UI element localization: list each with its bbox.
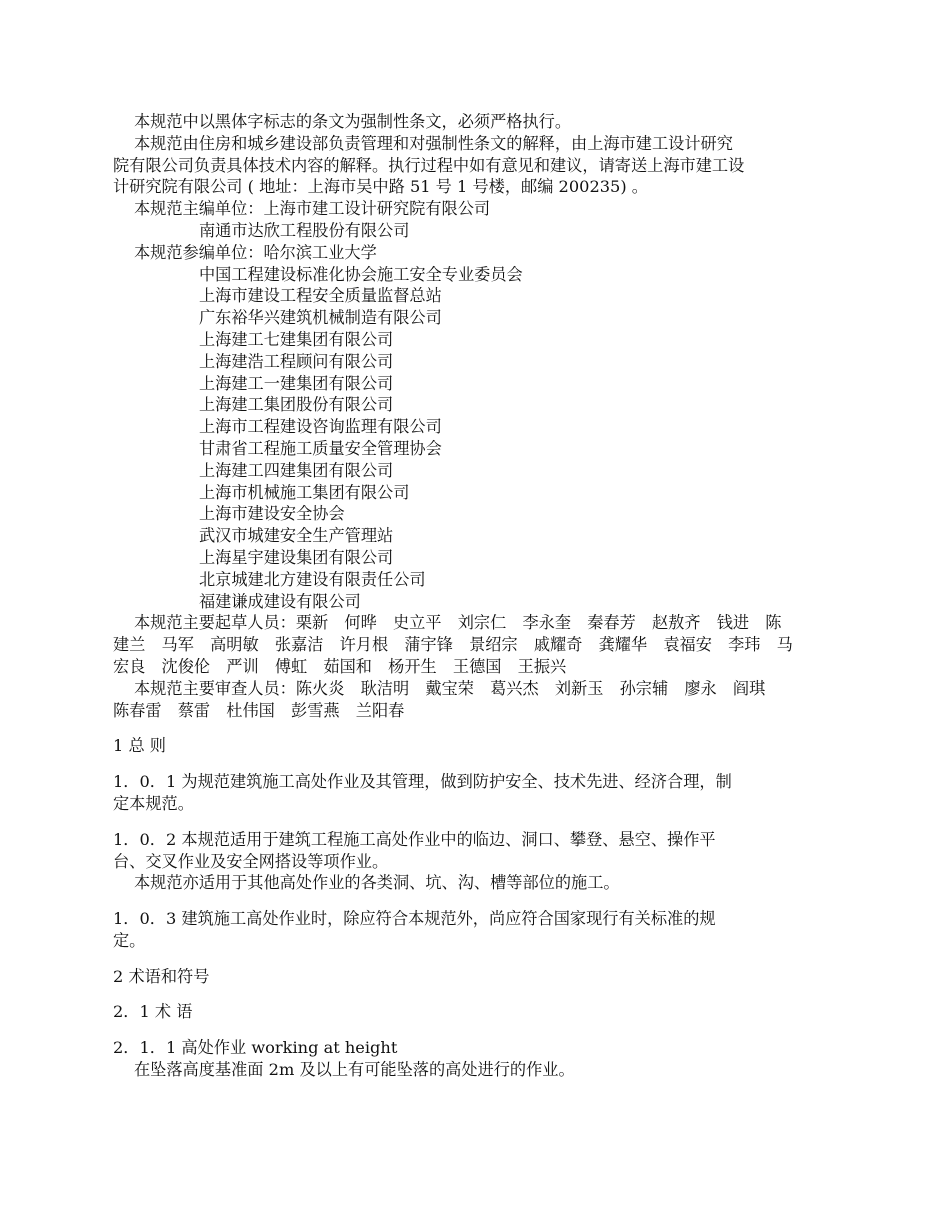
participant-unit: 上海市工程建设咨询监理有限公司 <box>199 417 442 437</box>
term-2-1-1-definition: 在坠落高度基准面 2m 及以上有可能坠落的高处进行的作业。 <box>134 1060 575 1080</box>
management-line-3: 计研究院有限公司 ( 地址：上海市吴中路 51 号 1 号楼，邮编 200235) 。 <box>113 177 648 197</box>
document-page <box>113 111 833 1081</box>
term-2-1-1-heading: 2．1．1 高处作业 working at height <box>113 1038 398 1058</box>
participant-unit: 上海建工七建集团有限公司 <box>199 329 394 349</box>
clause-1-0-3: 1．0．3 建筑施工高处作业时，除应符合本规范外，尚应符合国家现行有关标准的规 <box>113 909 716 929</box>
chief-editor-unit-2: 南通市达欣工程股份有限公司 <box>199 220 410 240</box>
participant-unit: 上海建工一建集团有限公司 <box>199 373 394 393</box>
mandatory-note: 本规范中以黑体字标志的条文为强制性条文，必须严格执行。 <box>134 112 572 131</box>
drafters-line-1: 本规范主要起草人员：栗新 何晔 史立平 刘宗仁 李永奎 秦春芳 赵敖齐 钱进 陈 <box>134 613 782 633</box>
participant-unit: 上海建工四建集团有限公司 <box>199 460 394 480</box>
reviewers-line-2: 陈春雷 蔡雷 杜伟国 彭雪燕 兰阳春 <box>113 700 405 720</box>
participant-unit: 武汉市城建安全生产管理站 <box>199 526 394 546</box>
participant-unit: 广东裕华兴建筑机械制造有限公司 <box>199 308 442 328</box>
section-2-1-title: 2．1 术 语 <box>113 1002 193 1022</box>
participant-unit: 北京城建北方建设有限责任公司 <box>199 569 426 589</box>
participant-unit: 上海市建设安全协会 <box>199 504 345 524</box>
reviewers-line-1: 本规范主要审查人员：陈火炎 耿洁明 戴宝荣 葛兴杰 刘新玉 孙宗辅 廖永 阎琪 <box>134 678 766 698</box>
participant-unit: 福建谦成建设有限公司 <box>199 591 361 611</box>
participant-unit: 中国工程建设标准化协会施工安全专业委员会 <box>199 264 523 284</box>
participant-unit-label: 本规范参编单位：哈尔滨工业大学 <box>134 242 377 262</box>
clause-1-0-2: 1．0．2 本规范适用于建筑工程施工高处作业中的临边、洞口、攀登、悬空、操作平 <box>113 829 716 849</box>
participant-unit: 甘肃省工程施工质量安全管理协会 <box>199 438 442 458</box>
chapter-1-title: 1 总 则 <box>113 736 166 756</box>
chapter-2-title: 2 术语和符号 <box>113 966 210 986</box>
chief-editor-unit: 本规范主编单位：上海市建工设计研究院有限公司 <box>134 199 491 219</box>
clause-1-0-3-cont: 定。 <box>113 930 146 950</box>
clause-1-0-2-extra: 本规范亦适用于其他高处作业的各类洞、坑、沟、槽等部位的施工。 <box>134 873 620 893</box>
participant-unit: 上海市机械施工集团有限公司 <box>199 482 410 502</box>
participant-unit: 上海市建设工程安全质量监督总站 <box>199 286 442 306</box>
clause-1-0-1: 1．0．1 为规范建筑施工高处作业及其管理，做到防护安全、技术先进、经济合理，制 <box>113 772 732 792</box>
participant-unit: 上海星宇建设集团有限公司 <box>199 547 394 567</box>
clause-1-0-2-cont: 台、交叉作业及安全网搭设等项作业。 <box>113 851 389 871</box>
participant-unit: 上海建工集团股份有限公司 <box>199 395 394 415</box>
drafters-line-2: 建兰 马军 高明敏 张嘉洁 许月根 蒲宇锋 景绍宗 戚耀奇 龚耀华 袁福安 李玮 马 <box>113 635 793 655</box>
management-line-2: 院有限公司负责具体技术内容的解释。执行过程中如有意见和建议，请寄送上海市建工设 <box>113 155 745 175</box>
clause-1-0-1-cont: 定本规范。 <box>113 793 194 813</box>
drafters-line-3: 宏良 沈俊伦 严训 傅虹 茹国和 杨开生 王德国 王振兴 <box>113 656 567 676</box>
management-line-1: 本规范由住房和城乡建设部负责管理和对强制性条文的解释，由上海市建工设计研究 <box>134 133 733 153</box>
participant-unit: 上海建浩工程顾问有限公司 <box>199 351 394 371</box>
